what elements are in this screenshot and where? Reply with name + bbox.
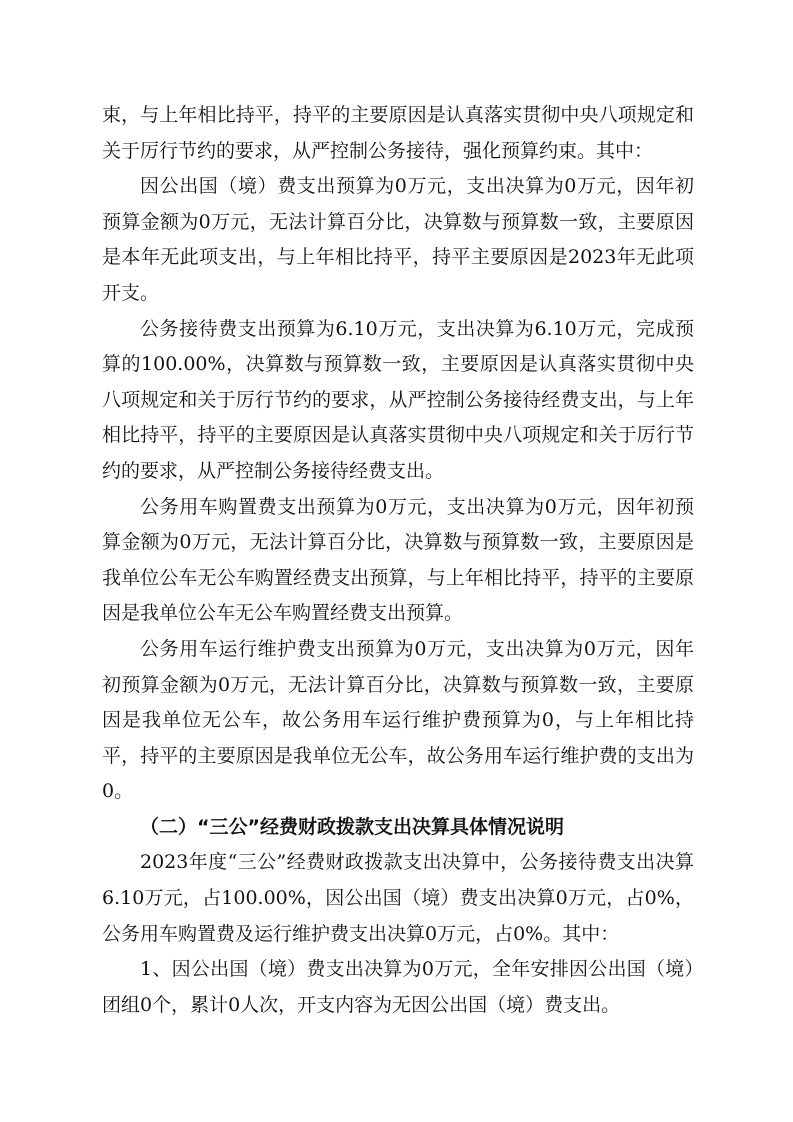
- paragraph-official-reception: 公务接待费支出预算为6.10万元，支出决算为6.10万元，完成预算的100.00%，决算数与预算数一致，主要原因是认真落实贯彻中央八项规定和关于厉行节约的要求，从严控制公务接待经费支出，与上年相比持平，持平的主要原因是认真落实贯彻中央八项规定和关于厉行节约的要求，从严控制公务接待经费支出。: [102, 317, 694, 482]
- paragraph-overseas-travel: 因公出国（境）费支出预算为0万元，支出决算为0万元，因年初预算金额为0万元，无法计算百分比，决算数与预算数一致，主要原因是本年无此项支出，与上年相比持平，持平主要原因是2023年无此项开支。: [102, 175, 694, 304]
- document-body: [102, 98, 694, 1023]
- paragraph-vehicle-maintenance: 公务用车运行维护费支出预算为0万元，支出决算为0万元，因年初预算金额为0万元，无法计算百分比，决算数与预算数一致，主要原因是我单位无公车，故公务用车运行维护费预算为0，与上年相比持平，持平的主要原因是我单位无公车，故公务用车运行维护费的支出为0。: [102, 637, 694, 803]
- paragraph-vehicle-purchase: 公务用车购置费支出预算为0万元，支出决算为0万元，因年初预算金额为0万元，无法计算百分比，决算数与预算数一致，主要原因是我单位公车无公车购置经费支出预算，与上年相比持平，持平的主要原因是我单位公车无公车购置经费支出预算。: [102, 495, 694, 625]
- section-heading: （二）“三公”经费财政拨款支出决算具体情况说明: [140, 815, 564, 838]
- paragraph-item-1: 1、因公出国（境）费支出决算为0万元，全年安排因公出国（境）团组0个，累计0人次，开支内容为无因公出国（境）费支出。: [102, 958, 694, 1016]
- paragraph-summary-2023: 2023年度“三公”经费财政拨款支出决算中，公务接待费支出决算6.10万元，占100.00%，因公出国（境）费支出决算0万元，占0%，公务用车购置费及运行维护费支出决算0万元，占0%。其中：: [102, 851, 694, 945]
- paragraph-continuation: 束，与上年相比持平，持平的主要原因是认真落实贯彻中央八项规定和关于厉行节约的要求，从严控制公务接待，强化预算约束。其中：: [102, 104, 694, 162]
